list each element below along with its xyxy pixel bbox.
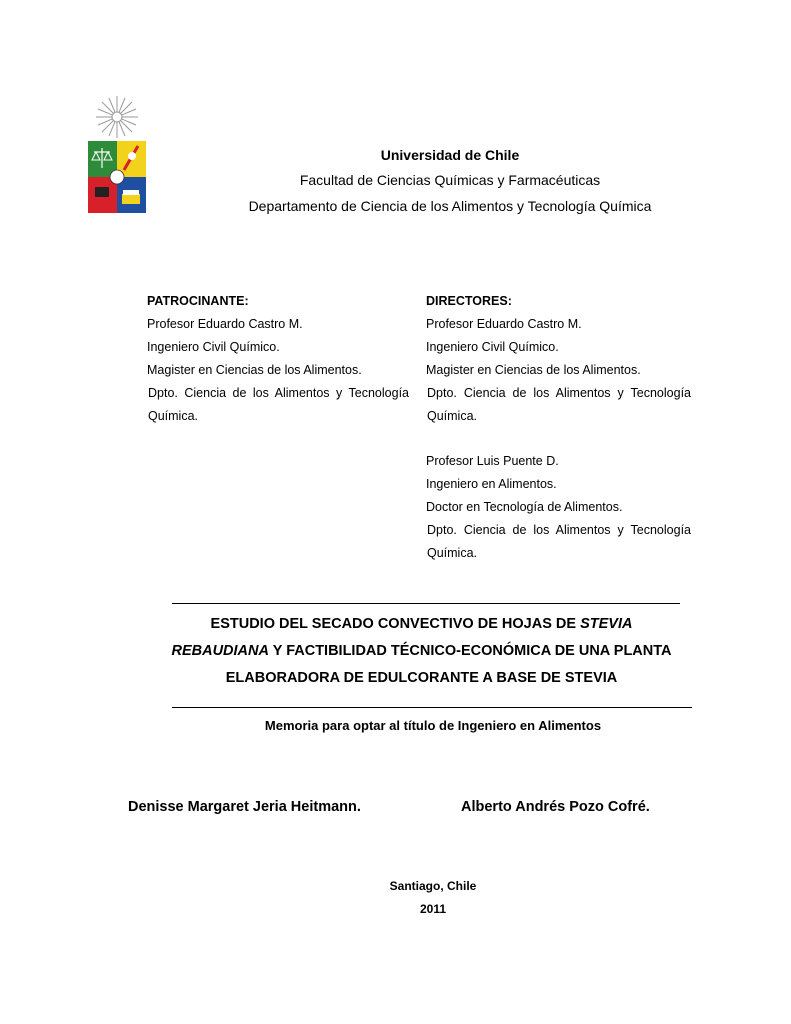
directors-heading: DIRECTORES: <box>426 294 512 308</box>
title-line-1: ESTUDIO DEL SECADO CONVECTIVO DE HOJAS DE <box>210 616 581 632</box>
shield-icon <box>88 141 146 213</box>
director-1-name: Profesor Eduardo Castro M. <box>426 317 582 331</box>
director-2-degree-1: Ingeniero en Alimentos. <box>426 477 557 491</box>
degree-statement: Memoria para optar al título de Ingeniero en Alimentos <box>264 718 602 733</box>
author-2: Alberto Andrés Pozo Cofré. <box>461 799 650 815</box>
director-1-dept-line-1: Dpto. Ciencia de los Alimentos y Tecnología <box>427 386 691 400</box>
directors-column <box>426 290 691 428</box>
title-bottom-rule <box>172 707 692 708</box>
thesis-title <box>140 611 703 692</box>
director-2-name: Profesor Luis Puente D. <box>426 454 559 468</box>
director-2-dept-line-1: Dpto. Ciencia de los Alimentos y Tecnología <box>427 523 691 537</box>
university-name: Universidad de Chile <box>380 147 520 163</box>
sponsor-column <box>147 290 409 428</box>
director-1-degree-2: Magister en Ciencias de los Alimentos. <box>426 363 641 377</box>
sponsor-heading: PATROCINANTE: <box>147 294 249 308</box>
department-name: Departamento de Ciencia de los Alimentos y Tecnología Química <box>248 198 652 214</box>
year: 2011 <box>419 902 447 916</box>
director-1-degree-1: Ingeniero Civil Químico. <box>426 340 559 354</box>
sponsor-name: Profesor Eduardo Castro M. <box>147 317 303 331</box>
title-species-part-1: STEVIA <box>580 616 633 632</box>
director-2-degree-2: Doctor en Tecnología de Alimentos. <box>426 500 623 514</box>
title-line-2: Y FACTIBILIDAD TÉCNICO-ECONÓMICA DE UNA PLANTA <box>268 643 672 659</box>
title-species-part-2: REBAUDIANA <box>171 643 269 659</box>
director-2-block <box>426 450 691 565</box>
title-line-3: ELABORADORA DE EDULCORANTE A BASE DE STEVIA <box>225 670 618 686</box>
director-2-dept-line-2: Química. <box>427 546 478 560</box>
sponsor-degree-1: Ingeniero Civil Químico. <box>147 340 280 354</box>
city: Santiago, Chile <box>389 879 477 893</box>
sponsor-dept-line-1: Dpto. Ciencia de los Alimentos y Tecnología <box>148 386 409 400</box>
star-icon <box>96 96 138 138</box>
sponsor-degree-2: Magister en Ciencias de los Alimentos. <box>147 363 362 377</box>
author-1: Denisse Margaret Jeria Heitmann. <box>128 799 361 815</box>
faculty-name: Facultad de Ciencias Químicas y Farmacéuticas <box>299 172 601 188</box>
sponsor-dept-line-2: Química. <box>148 409 199 423</box>
university-logo <box>86 94 148 216</box>
title-top-rule <box>172 603 680 604</box>
director-1-dept-line-2: Química. <box>427 409 478 423</box>
